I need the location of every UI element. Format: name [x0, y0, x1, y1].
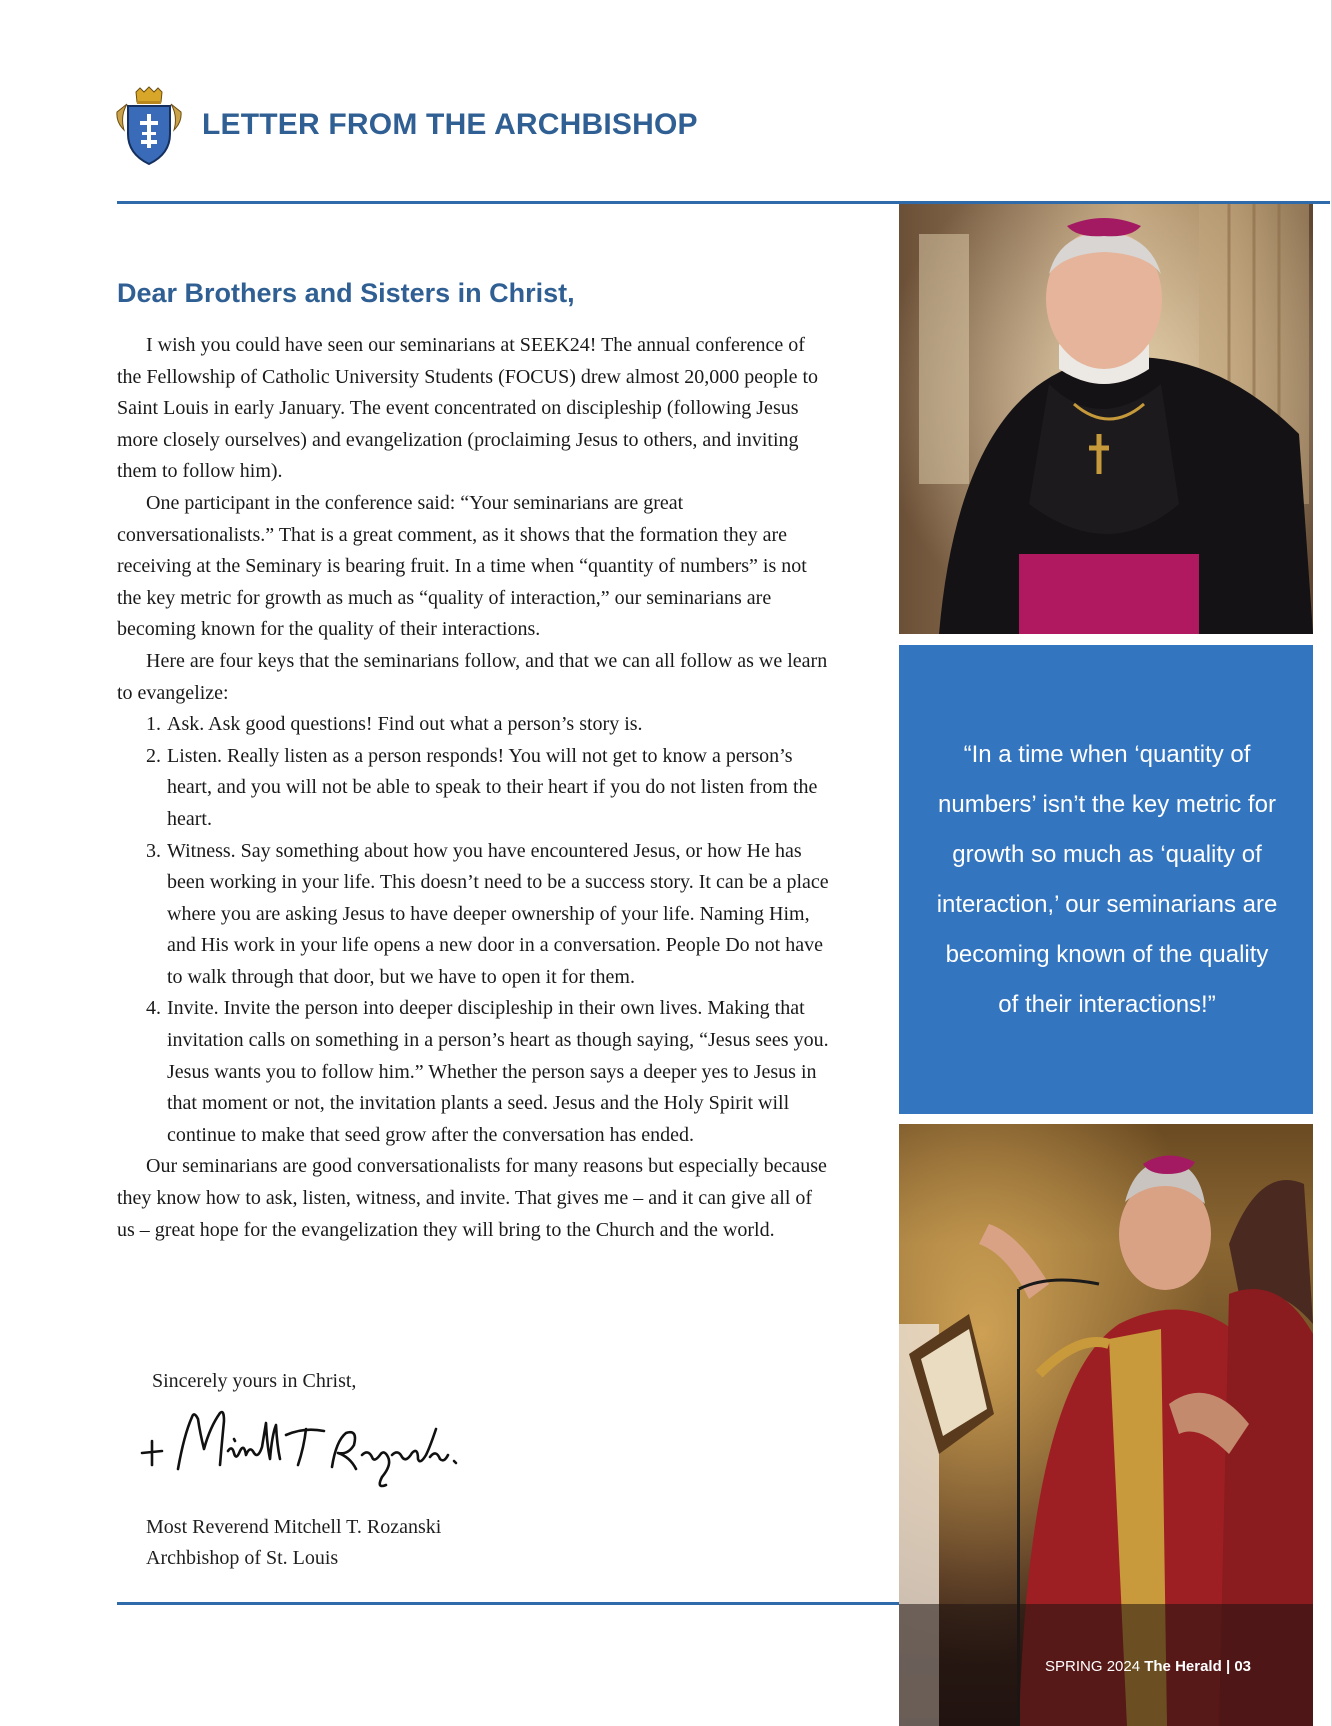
list-item-text: Invite. Invite the person into deeper discipleship in their own lives. Making that invitation calls on something in a person’s heart as though saying, “Jesus sees you. Jesus wants you to follow him.” Whether the person says a deeper yes to Jesus in that moment or not, the invitation plants a seed. Jesus and the Holy Spirit will continue to make that seed grow after the conversation has ended. [167, 997, 829, 1146]
list-number: 4. [146, 997, 161, 1020]
signature-image [136, 1405, 468, 1497]
list-item-text: Ask. Ask good questions! Find out what a person’s story is. [167, 713, 643, 736]
signer-block [146, 1512, 441, 1574]
section-title: LETTER FROM THE ARCHBISHOP [202, 108, 698, 141]
pull-quote-text: “In a time when ‘quantity of numbers’ isn’t the key metric for growth so much as ‘quality of interaction,’ our seminarians are becoming known of the quality of their interactions!” [936, 741, 1278, 1018]
page-footer [1045, 1658, 1251, 1675]
archbishop-portrait-photo [899, 204, 1313, 634]
footer-separator: | [1225, 1658, 1231, 1675]
letter-paragraph: I wish you could have seen our seminarians at SEEK24! The annual conference of the Fellowship of Catholic University Students (FOCUS) drew almost 20,000 people to Saint Louis in early January. The event concentrated on discipleship (following Jesus more closely ourselves) and evangelization (proclaiming Jesus to others, and inviting them to follow him). [117, 334, 819, 483]
letter-closing: Sincerely yours in Christ, [152, 1370, 357, 1392]
letter-paragraph: Our seminarians are good conversationalists for many reasons but especially because they know how to ask, listen, witness, and invite. That gives me – and it can give all of us – great hope for the evangelization they will bring to the Church and the world. [117, 1155, 827, 1241]
list-number: 1. [146, 713, 161, 736]
list-item [146, 741, 829, 836]
letter-salutation: Dear Brothers and Sisters in Christ, [117, 278, 575, 308]
letter-body [117, 330, 829, 1246]
list-item [146, 709, 829, 741]
footer-page-number: 03 [1234, 1658, 1251, 1675]
bottom-divider [117, 1602, 899, 1605]
four-keys-list [117, 709, 829, 1151]
list-item-text: Listen. Really listen as a person responds! You will not get to know a person’s heart, and you will not be able to speak to their heart if you do not listen from the heart. [167, 744, 818, 830]
letter-paragraph: Here are four keys that the seminarians follow, and that we can all follow as we learn to evangelize: [117, 649, 828, 704]
footer-publication: The Herald [1144, 1658, 1222, 1675]
archdiocese-crest-icon [114, 86, 184, 170]
list-item [146, 993, 829, 1151]
signer-title: Archbishop of St. Louis [146, 1547, 339, 1569]
list-number: 2. [146, 744, 161, 767]
footer-issue: SPRING 2024 [1045, 1658, 1141, 1675]
mass-celebration-photo [899, 1124, 1313, 1726]
list-number: 3. [146, 839, 161, 862]
list-item [146, 836, 829, 994]
letter-paragraph: One participant in the conference said: “Your seminarians are great conversationalists.” That is a great comment, as it shows that the formation they are receiving at the Seminary is bearing fruit. In a time when “quantity of numbers” is not the key metric for growth as much as “quality of interaction,” our seminarians are becoming known for the quality of their interactions. [117, 491, 807, 641]
signer-name: Most Reverend Mitchell T. Rozanski [146, 1516, 442, 1538]
list-item-text: Witness. Say something about how you have encountered Jesus, or how He has been working in your life. This doesn’t need to be a success story. It can be a place where you are asking Jesus to have deeper ownership of your life. Naming Him, and His work in your life opens a new door in a conversation. People Do not have to walk through that door, but we have to open it for them. [167, 839, 829, 988]
